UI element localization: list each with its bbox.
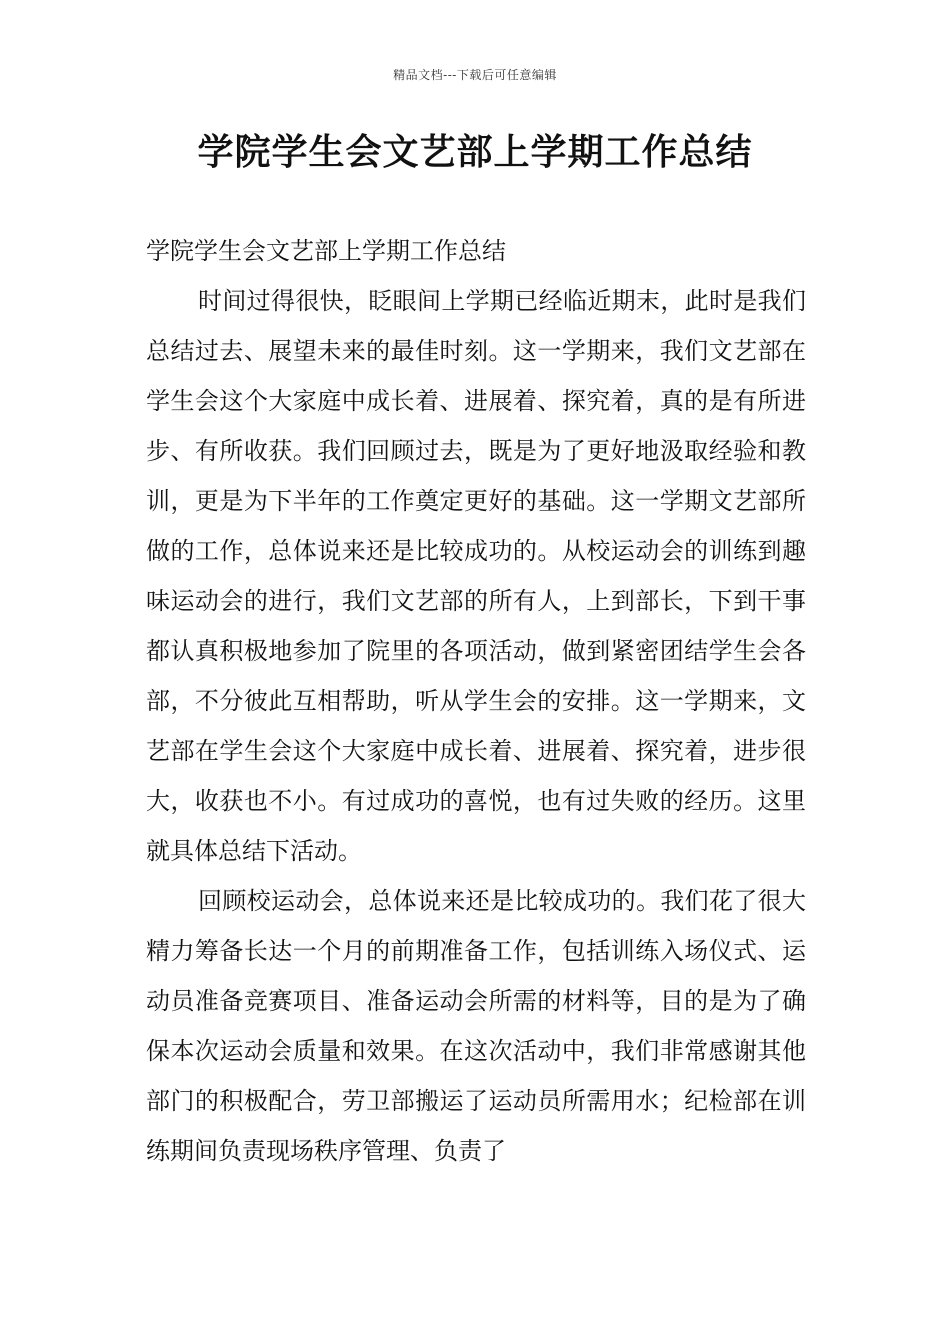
paragraph-2: 回顾校运动会，总体说来还是比较成功的。我们花了很大精力筹备长达一个月的前期准备工作，包括训练入场仪式、运动员准备竞赛项目、准备运动会所需的材料等，目的是为了确保本次运动会质量和效果。在这次活动中，我们非常感谢其他部门的积极配合，劳卫部搬运了运动员所需用水；纪检部在训练期间负责现场秩序管理、负责了 <box>146 887 806 1165</box>
header-note: 精品文档---下载后可任意编辑 <box>393 68 557 82</box>
document-title: 学院学生会文艺部上学期工作总结 <box>197 132 753 173</box>
paragraph-1: 时间过得很快，眨眼间上学期已经临近期末，此时是我们总结过去、展望未来的最佳时刻。这一学期来，我们文艺部在学生会这个大家庭中成长着、进展着、探究着，真的是有所进步、有所收获。我们回顾过去，既是为了更好地汲取经验和教训，更是为下半年的工作奠定更好的基础。这一学期文艺部所做的工作，总体说来还是比较成功的。从校运动会的训练到趣味运动会的进行，我们文艺部的所有人，上到部长，下到干事都认真积极地参加了院里的各项活动，做到紧密团结学生会各部，不分彼此互相帮助，听从学生会的安排。这一学期来，文艺部在学生会这个大家庭中成长着、进展着、探究着，进步很大，收获也不小。有过成功的喜悦，也有过失败的经历。这里就具体总结下活动。 <box>146 287 806 865</box>
document-body <box>146 226 806 1176</box>
document-subtitle: 学院学生会文艺部上学期工作总结 <box>146 237 506 265</box>
